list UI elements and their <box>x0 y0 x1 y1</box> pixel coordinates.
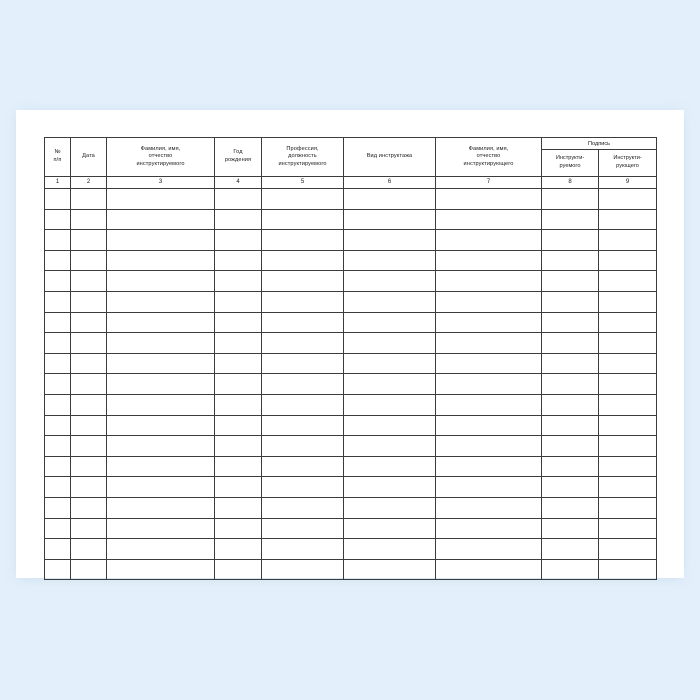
header-fio-instructed: Фамилия, имя, отчество инструктируемого <box>107 138 215 177</box>
table-cell[interactable] <box>344 374 436 395</box>
table-cell[interactable] <box>344 312 436 333</box>
table-cell[interactable] <box>599 477 657 498</box>
table-cell[interactable] <box>215 209 262 230</box>
table-cell[interactable] <box>45 250 71 271</box>
table-cell[interactable] <box>344 353 436 374</box>
header-fio-instructor: Фамилия, имя, отчество инструктирующего <box>436 138 542 177</box>
colnum-7: 7 <box>436 177 542 189</box>
table-cell[interactable] <box>71 477 107 498</box>
table-cell[interactable] <box>542 374 599 395</box>
table-cell[interactable] <box>542 230 599 251</box>
table-cell[interactable] <box>215 374 262 395</box>
table-row[interactable] <box>45 518 657 539</box>
header-signature-instructed: Инструкти- руемого <box>542 150 599 177</box>
table-cell[interactable] <box>215 518 262 539</box>
table-cell[interactable] <box>71 250 107 271</box>
header-signature-group: Подпись <box>542 138 657 150</box>
table-cell[interactable] <box>71 271 107 292</box>
table-row[interactable] <box>45 291 657 312</box>
table-cell[interactable] <box>436 333 542 354</box>
table-cell[interactable] <box>599 415 657 436</box>
table-cell[interactable] <box>262 559 344 580</box>
colnum-9: 9 <box>599 177 657 189</box>
table-cell[interactable] <box>436 312 542 333</box>
table-row[interactable] <box>45 539 657 560</box>
table-cell[interactable] <box>542 271 599 292</box>
table-cell[interactable] <box>262 353 344 374</box>
table-cell[interactable] <box>542 291 599 312</box>
table-row[interactable] <box>45 189 657 210</box>
table-cell[interactable] <box>71 497 107 518</box>
table-cell[interactable] <box>542 189 599 210</box>
table-cell[interactable] <box>436 374 542 395</box>
table-cell[interactable] <box>71 539 107 560</box>
table-cell[interactable] <box>599 312 657 333</box>
table-cell[interactable] <box>215 230 262 251</box>
table-cell[interactable] <box>45 189 71 210</box>
table-cell[interactable] <box>599 518 657 539</box>
table-cell[interactable] <box>599 456 657 477</box>
table-cell[interactable] <box>436 250 542 271</box>
table-cell[interactable] <box>542 209 599 230</box>
table-cell[interactable] <box>262 456 344 477</box>
table-cell[interactable] <box>542 312 599 333</box>
table-cell[interactable] <box>45 374 71 395</box>
table-cell[interactable] <box>344 189 436 210</box>
table-cell[interactable] <box>542 539 599 560</box>
table-cell[interactable] <box>436 477 542 498</box>
table-cell[interactable] <box>344 477 436 498</box>
table-cell[interactable] <box>436 497 542 518</box>
table-cell[interactable] <box>107 333 215 354</box>
table-row[interactable] <box>45 271 657 292</box>
table-cell[interactable] <box>71 456 107 477</box>
table-cell[interactable] <box>542 250 599 271</box>
table-cell[interactable] <box>542 559 599 580</box>
table-cell[interactable] <box>436 436 542 457</box>
table-cell[interactable] <box>71 374 107 395</box>
table-cell[interactable] <box>599 209 657 230</box>
table-cell[interactable] <box>542 456 599 477</box>
table-cell[interactable] <box>436 209 542 230</box>
table-cell[interactable] <box>71 333 107 354</box>
table-cell[interactable] <box>215 477 262 498</box>
table-cell[interactable] <box>262 539 344 560</box>
table-cell[interactable] <box>344 271 436 292</box>
table-cell[interactable] <box>107 230 215 251</box>
table-cell[interactable] <box>344 436 436 457</box>
paper-sheet <box>16 110 684 578</box>
table-cell[interactable] <box>45 539 71 560</box>
table-cell[interactable] <box>45 436 71 457</box>
table-cell[interactable] <box>107 312 215 333</box>
table-cell[interactable] <box>599 189 657 210</box>
table-cell[interactable] <box>215 415 262 436</box>
table-cell[interactable] <box>107 415 215 436</box>
table-cell[interactable] <box>71 312 107 333</box>
table-cell[interactable] <box>436 189 542 210</box>
table-cell[interactable] <box>71 209 107 230</box>
colnum-3: 3 <box>107 177 215 189</box>
table-cell[interactable] <box>107 209 215 230</box>
table-cell[interactable] <box>262 394 344 415</box>
header-briefing-type: Вид инструктажа <box>344 138 436 177</box>
table-cell[interactable] <box>599 436 657 457</box>
table-cell[interactable] <box>45 271 71 292</box>
header-birth-year: Год рождения <box>215 138 262 177</box>
table-cell[interactable] <box>107 497 215 518</box>
table-cell[interactable] <box>71 415 107 436</box>
table-cell[interactable] <box>436 456 542 477</box>
table-cell[interactable] <box>215 353 262 374</box>
table-row[interactable] <box>45 415 657 436</box>
table-cell[interactable] <box>45 312 71 333</box>
table-cell[interactable] <box>71 291 107 312</box>
table-cell[interactable] <box>45 230 71 251</box>
table-cell[interactable] <box>436 539 542 560</box>
table-cell[interactable] <box>45 518 71 539</box>
header-no: № п/п <box>45 138 71 177</box>
table-cell[interactable] <box>107 394 215 415</box>
table-row[interactable] <box>45 353 657 374</box>
table-cell[interactable] <box>107 250 215 271</box>
table-cell[interactable] <box>542 477 599 498</box>
table-cell[interactable] <box>45 415 71 436</box>
table-cell[interactable] <box>262 436 344 457</box>
table-cell[interactable] <box>262 497 344 518</box>
table-cell[interactable] <box>542 497 599 518</box>
colnum-6: 6 <box>344 177 436 189</box>
table-cell[interactable] <box>344 518 436 539</box>
table-row[interactable] <box>45 436 657 457</box>
table-cell[interactable] <box>599 333 657 354</box>
table-row[interactable] <box>45 209 657 230</box>
table-cell[interactable] <box>45 353 71 374</box>
table-row[interactable] <box>45 374 657 395</box>
table-cell[interactable] <box>71 230 107 251</box>
colnum-1: 1 <box>45 177 71 189</box>
table-row[interactable] <box>45 497 657 518</box>
table-cell[interactable] <box>71 353 107 374</box>
header-profession: Профессия, должность инструктируемого <box>262 138 344 177</box>
table-row[interactable] <box>45 312 657 333</box>
colnum-5: 5 <box>262 177 344 189</box>
table-cell[interactable] <box>344 333 436 354</box>
table-cell[interactable] <box>436 559 542 580</box>
table-cell[interactable] <box>436 415 542 436</box>
table-cell[interactable] <box>436 291 542 312</box>
table-cell[interactable] <box>344 394 436 415</box>
table-cell[interactable] <box>71 394 107 415</box>
table-cell[interactable] <box>107 189 215 210</box>
header-row-titles <box>45 138 657 150</box>
table-cell[interactable] <box>599 230 657 251</box>
table-cell[interactable] <box>215 250 262 271</box>
colnum-2: 2 <box>71 177 107 189</box>
table-cell[interactable] <box>45 291 71 312</box>
table-cell[interactable] <box>262 312 344 333</box>
table-cell[interactable] <box>215 291 262 312</box>
table-cell[interactable] <box>71 518 107 539</box>
table-cell[interactable] <box>262 230 344 251</box>
table-cell[interactable] <box>599 374 657 395</box>
table-cell[interactable] <box>262 291 344 312</box>
table-cell[interactable] <box>436 353 542 374</box>
table-cell[interactable] <box>45 559 71 580</box>
table-cell[interactable] <box>436 518 542 539</box>
table-cell[interactable] <box>262 374 344 395</box>
header-signature-instructor: Инструкти- рующего <box>599 150 657 177</box>
table-cell[interactable] <box>344 230 436 251</box>
table-cell[interactable] <box>542 518 599 539</box>
table-cell[interactable] <box>107 271 215 292</box>
colnum-4: 4 <box>215 177 262 189</box>
table-row[interactable] <box>45 250 657 271</box>
journal-table-container <box>44 137 656 580</box>
table-cell[interactable] <box>71 189 107 210</box>
table-cell[interactable] <box>344 497 436 518</box>
table-cell[interactable] <box>599 394 657 415</box>
table-cell[interactable] <box>107 374 215 395</box>
header-row-numbers <box>45 177 657 189</box>
table-cell[interactable] <box>215 312 262 333</box>
table-cell[interactable] <box>107 353 215 374</box>
table-cell[interactable] <box>71 559 107 580</box>
header-date: Дата <box>71 138 107 177</box>
table-cell[interactable] <box>215 189 262 210</box>
table-cell[interactable] <box>215 333 262 354</box>
table-cell[interactable] <box>45 456 71 477</box>
journal-table <box>44 137 657 580</box>
table-cell[interactable] <box>599 250 657 271</box>
table-cell[interactable] <box>215 394 262 415</box>
table-cell[interactable] <box>599 559 657 580</box>
table-cell[interactable] <box>344 209 436 230</box>
table-cell[interactable] <box>262 518 344 539</box>
table-cell[interactable] <box>542 333 599 354</box>
table-cell[interactable] <box>262 333 344 354</box>
table-cell[interactable] <box>45 477 71 498</box>
table-cell[interactable] <box>436 230 542 251</box>
table-cell[interactable] <box>107 559 215 580</box>
table-cell[interactable] <box>542 436 599 457</box>
table-row[interactable] <box>45 394 657 415</box>
table-row[interactable] <box>45 559 657 580</box>
table-cell[interactable] <box>215 436 262 457</box>
table-cell[interactable] <box>436 394 542 415</box>
table-cell[interactable] <box>262 189 344 210</box>
table-cell[interactable] <box>344 415 436 436</box>
table-cell[interactable] <box>436 271 542 292</box>
table-cell[interactable] <box>71 436 107 457</box>
table-cell[interactable] <box>107 291 215 312</box>
table-row[interactable] <box>45 230 657 251</box>
table-cell[interactable] <box>107 518 215 539</box>
table-cell[interactable] <box>45 497 71 518</box>
table-cell[interactable] <box>262 209 344 230</box>
table-cell[interactable] <box>45 394 71 415</box>
colnum-8: 8 <box>542 177 599 189</box>
table-cell[interactable] <box>599 539 657 560</box>
table-cell[interactable] <box>599 497 657 518</box>
table-cell[interactable] <box>215 497 262 518</box>
table-row[interactable] <box>45 333 657 354</box>
table-cell[interactable] <box>262 250 344 271</box>
table-cell[interactable] <box>107 436 215 457</box>
table-body <box>45 189 657 580</box>
table-cell[interactable] <box>542 415 599 436</box>
table-cell[interactable] <box>542 353 599 374</box>
table-cell[interactable] <box>262 415 344 436</box>
table-cell[interactable] <box>107 539 215 560</box>
table-row[interactable] <box>45 456 657 477</box>
table-cell[interactable] <box>45 333 71 354</box>
table-cell[interactable] <box>215 456 262 477</box>
table-cell[interactable] <box>107 456 215 477</box>
table-cell[interactable] <box>344 539 436 560</box>
table-row[interactable] <box>45 477 657 498</box>
table-cell[interactable] <box>215 539 262 560</box>
table-cell[interactable] <box>599 271 657 292</box>
table-cell[interactable] <box>599 291 657 312</box>
table-cell[interactable] <box>215 271 262 292</box>
table-cell[interactable] <box>599 353 657 374</box>
table-cell[interactable] <box>215 559 262 580</box>
table-cell[interactable] <box>542 394 599 415</box>
table-cell[interactable] <box>344 559 436 580</box>
table-cell[interactable] <box>107 477 215 498</box>
table-cell[interactable] <box>344 456 436 477</box>
table-cell[interactable] <box>45 209 71 230</box>
table-cell[interactable] <box>262 477 344 498</box>
table-cell[interactable] <box>344 250 436 271</box>
table-header <box>45 138 657 189</box>
table-cell[interactable] <box>344 291 436 312</box>
table-cell[interactable] <box>262 271 344 292</box>
